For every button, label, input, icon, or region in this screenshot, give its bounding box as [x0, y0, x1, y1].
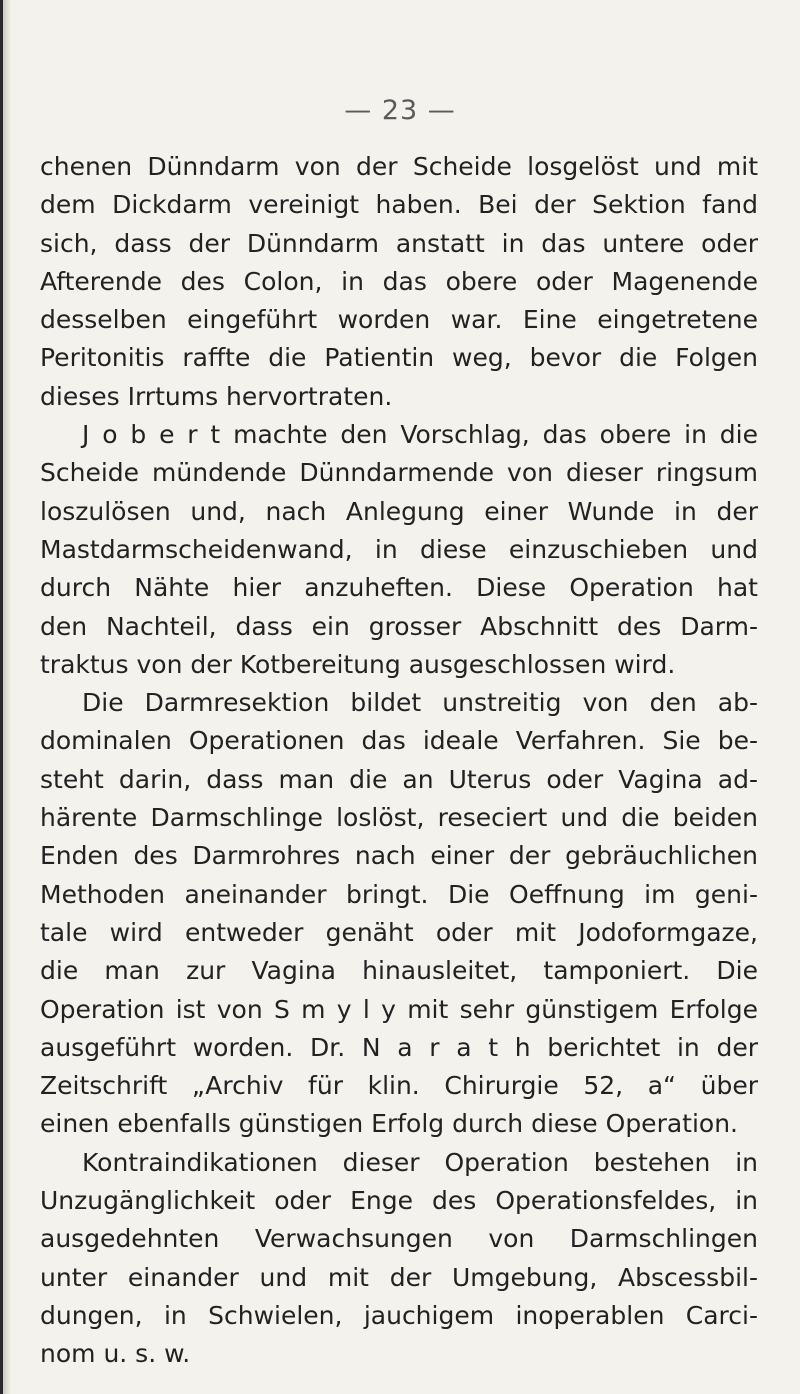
- text-line: dungen, in Schwielen, jauchigem inoperablen Carci-: [40, 1300, 758, 1330]
- text-line: Enden des Darmrohres nach einer der gebräuchlichen: [40, 841, 758, 871]
- text-line: J o b e r t machte den Vorschlag, das obere in die: [82, 420, 758, 450]
- text-line: unter einander und mit der Umgebung, Abscessbil-: [40, 1262, 758, 1292]
- page-number: — 23 —: [344, 95, 456, 126]
- text-line: härente Darmschlinge loslöst, reseciert und die beiden: [40, 803, 758, 833]
- text-line: durch Nähte hier anzuheften. Diese Operation hat: [40, 573, 758, 603]
- text-line: Zeitschrift „Archiv für klin. Chirurgie 52, a“ über: [40, 1071, 758, 1101]
- page-shadow: [3, 0, 11, 1394]
- text-line: die man zur Vagina hinausleitet, tamponiert. Die: [40, 956, 758, 986]
- text-line: tale wird entweder genäht oder mit Jodoformgaze,: [40, 917, 758, 947]
- text-line: traktus von der Kotbereitung ausgeschlossen wird.: [40, 649, 676, 679]
- text-line: dominalen Operationen das ideale Verfahren. Sie be-: [40, 726, 758, 756]
- text-line: Die Darmresektion bildet unstreitig von den ab-: [82, 688, 758, 718]
- body-text: [40, 148, 758, 1374]
- text-line: dieses Irrtums hervortraten.: [40, 381, 393, 411]
- text-line: steht darin, dass man die an Uterus oder Vagina ad-: [40, 764, 758, 794]
- text-line: Mastdarmscheidenwand, in diese einzuschieben und: [40, 534, 758, 564]
- text-line: einen ebenfalls günstigen Erfolg durch diese Operation.: [40, 1109, 738, 1139]
- text-line: Operation ist von S m y l y mit sehr günstigem Erfolge: [40, 994, 758, 1024]
- text-line: Methoden aneinander bringt. Die Oeffnung im geni-: [40, 879, 758, 909]
- text-line: Afterende des Colon, in das obere oder Magenende: [40, 266, 758, 296]
- text-line: Peritonitis raffte die Patientin weg, bevor die Folgen: [40, 343, 758, 373]
- text-line: Scheide mündende Dünndarmende von dieser ringsum: [40, 458, 758, 488]
- text-line: chenen Dünndarm von der Scheide losgelöst und mit: [40, 152, 758, 181]
- text-line: Kontraindikationen dieser Operation bestehen in: [82, 1147, 758, 1177]
- text-line: ausgedehnten Verwachsungen von Darmschlingen: [40, 1224, 758, 1254]
- text-line: dem Dickdarm vereinigt haben. Bei der Sektion fand: [40, 190, 758, 220]
- text-line: den Nachteil, dass ein grosser Abschnitt des Darm-: [40, 611, 758, 641]
- text-line: ausgeführt worden. Dr. N a r a t h berichtet in der: [40, 1032, 758, 1062]
- text-line: nom u. s. w.: [40, 1339, 191, 1369]
- text-line: Unzugänglichkeit oder Enge des Operationsfeldes, in: [40, 1186, 758, 1216]
- text-line: loszulösen und, nach Anlegung einer Wunde in der: [40, 496, 758, 526]
- text-line: desselben eingeführt worden war. Eine eingetretene: [40, 305, 758, 335]
- text-line: sich, dass der Dünndarm anstatt in das untere oder: [40, 228, 758, 258]
